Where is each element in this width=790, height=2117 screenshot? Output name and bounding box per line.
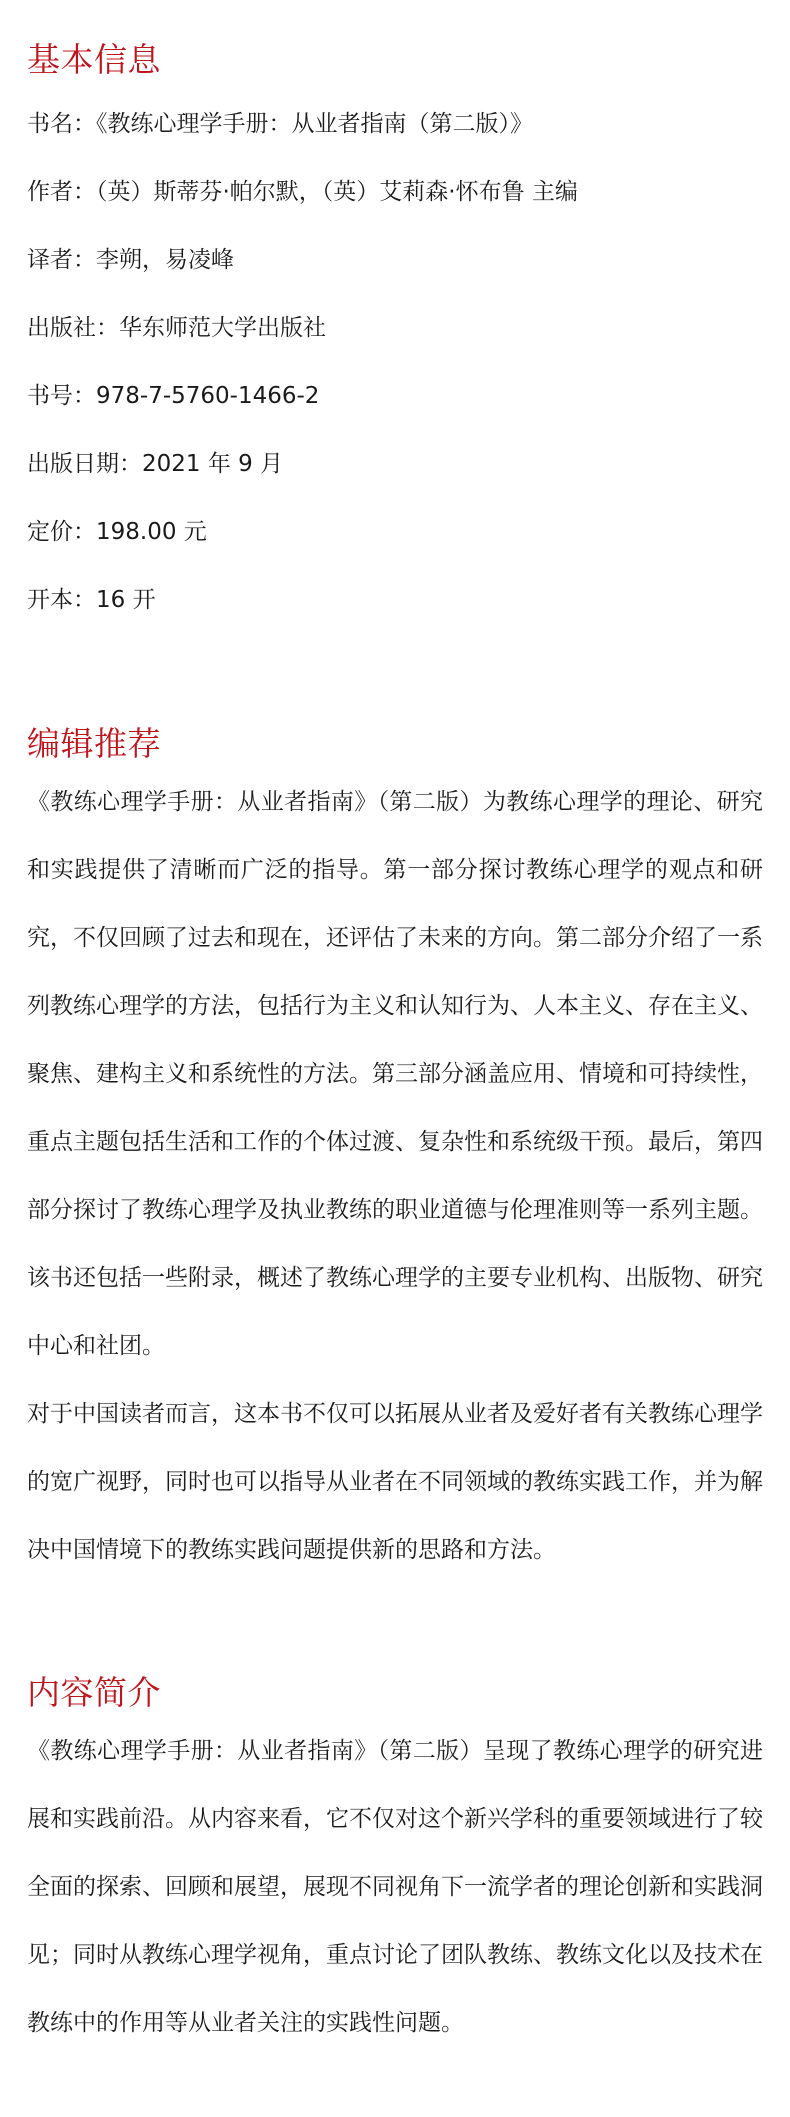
isbn-line: 书号：978-7-5760-1466-2 [27,383,320,409]
editor-recommendation-paragraph-2: 对于中国读者而言，这本书不仅可以拓展从业者及爱好者有关教练心理学的宽广视野，同时也可以指导从业者在不同领域的教练实践工作，并为解决中国情境下的教练实践问题提供新的思路和方法。 [27,1401,763,1563]
publisher-line: 出版社：华东师范大学出版社 [27,315,326,341]
content-summary-body [27,1717,763,2057]
basic-info-list [27,106,763,618]
book-title-line: 书名：《教练心理学手册：从业者指南（第二版）》 [27,111,533,137]
editor-recommendation-heading: 编辑推荐 [27,724,161,763]
publish-date-line: 出版日期：2021 年 9 月 [27,451,284,477]
content-summary-heading: 内容简介 [27,1673,161,1712]
editor-recommendation-section [27,722,763,1584]
editor-recommendation-body [27,768,763,1584]
content-summary-section [27,1671,763,2057]
author-line: 作者：（英）斯蒂芬·帕尔默，（英）艾莉森·怀布鲁 主编 [27,179,578,205]
price-line: 定价：198.00 元 [27,519,207,545]
basic-info-section [27,38,763,618]
format-line: 开本：16 开 [27,587,156,613]
basic-info-heading: 基本信息 [27,40,161,79]
content-summary-paragraph-1: 《教练心理学手册：从业者指南》（第二版）呈现了教练心理学的研究进展和实践前沿。从内容来看，它不仅对这个新兴学科的重要领域进行了较全面的探索、回顾和展望，展现不同视角下一流学者的理论创新和实践洞见；同时从教练心理学视角，重点讨论了团队教练、教练文化以及技术在教练中的作用等从业者关注的实践性问题。 [27,1738,763,2036]
translator-line: 译者：李朔，易凌峰 [27,247,234,273]
editor-recommendation-paragraph-1: 《教练心理学手册：从业者指南》（第二版）为教练心理学的理论、研究和实践提供了清晰而广泛的指导。第一部分探讨教练心理学的观点和研究，不仅回顾了过去和现在，还评估了未来的方向。第二部分介绍了一系列教练心理学的方法，包括行为主义和认知行为、人本主义、存在主义、聚焦、建构主义和系统性的方法。第三部分涵盖应用、情境和可持续性，重点主题包括生活和工作的个体过渡、复杂性和系统级干预。最后，第四部分探讨了教练心理学及执业教练的职业道德与伦理准则等一系列主题。该书还包括一些附录，概述了教练心理学的主要专业机构、出版物、研究中心和社团。 [27,789,763,1359]
